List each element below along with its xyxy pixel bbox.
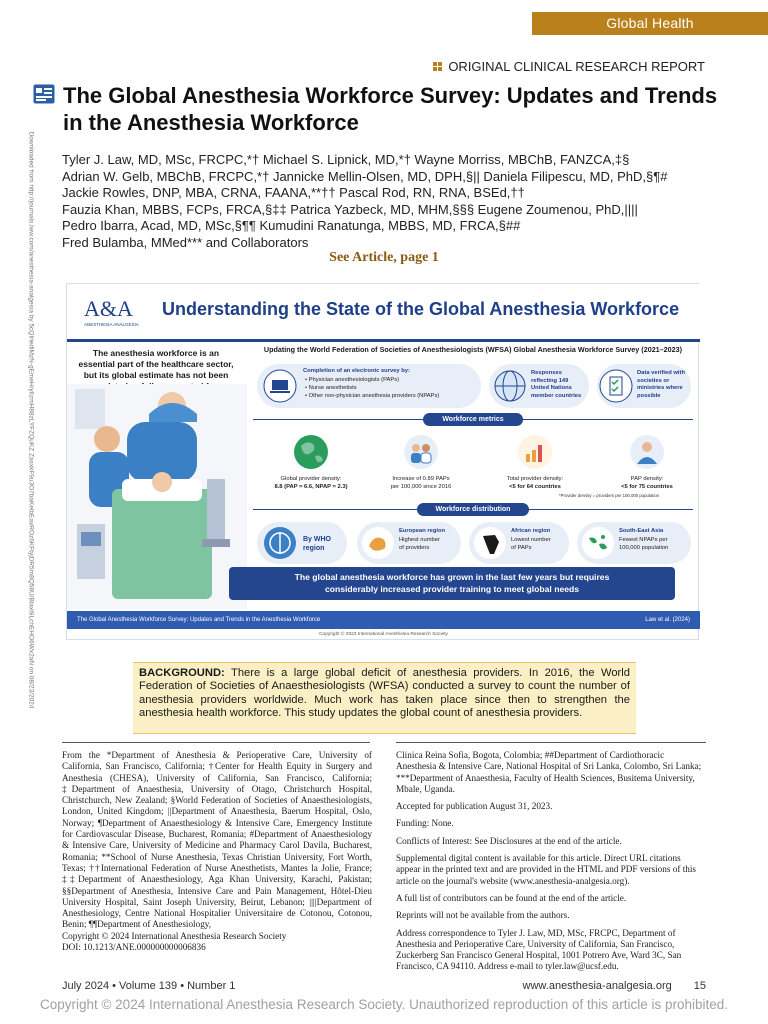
issue-info: July 2024 • Volume 139 • Number 1 <box>62 980 236 992</box>
update-title: Updating the World Federation of Societies of Anesthesiologists (WFSA) Global Anesthesia Workforce Survey (2021–2023) <box>263 345 683 354</box>
metric-label: Global provider density: <box>280 476 342 482</box>
region-name: African region <box>511 528 551 534</box>
metrics-label: Workforce metrics <box>423 413 523 426</box>
africa-map-icon <box>473 526 507 560</box>
author-list <box>62 152 742 251</box>
background-text: There is a large global deficit of anesthesia providers. In 2016, the World Federation of Societies of Anaesthesiologists (WFSA) conducted a survey to count the number of anesthesia providers worldwide. Much work has taken place since then to strengthen the anesthesia health workforce. This study updates the global count of anesthesia providers. <box>139 667 630 719</box>
metric-label: Increase of 0.89 PAPs <box>392 476 450 482</box>
svg-text:ANESTHESIA ANALGESIA: ANESTHESIA ANALGESIA <box>84 322 139 327</box>
survey-item: • Nurse anesthetists <box>305 385 357 391</box>
author-line: Fauzia Khan, MBBS, FCPs, FRCA,§‡‡ Patrica Yazbeck, MD, MHM,§§§ Eugene Zoumenou, PhD,|||| <box>62 201 638 217</box>
metric-value: 8.8 (PAP = 6.6, NPAP = 2.3) <box>274 484 348 490</box>
author-line: Adrian W. Gelb, MBChB, FRCPC,*† Jannicke Mellin-Olsen, MD, DPH,§|| Daniela Filipescu, MD, PhD,§¶# <box>62 168 668 184</box>
affiliations-left <box>62 750 372 953</box>
survey-heading: Completion of an electronic survey by: <box>303 368 410 374</box>
background-label: BACKGROUND: <box>139 667 225 679</box>
section-tag: Global Health <box>532 12 768 35</box>
distribution-label: Workforce distribution <box>417 503 529 516</box>
region-name: South-East Asia <box>619 528 664 534</box>
author-line: Jackie Rowles, DNP, MBA, CRNA, FAANA,**†† Pascal Rod, RN, RNA, BSEd,†† <box>62 185 525 200</box>
author-line: Fred Bulamba, MMed*** and Collaborators <box>62 234 309 250</box>
survey-item: • Other non-physician anesthesia providers (NPAPs) <box>305 393 440 399</box>
physician-icon <box>629 434 665 470</box>
globe-density-icon <box>293 434 329 470</box>
metric-value: per 100,000 since 2016 <box>390 484 452 490</box>
metric-label: PAP density: <box>630 476 664 482</box>
operating-room-illustration <box>67 384 247 609</box>
visual-abstract <box>66 283 699 640</box>
bottom-copyright: Copyright © 2024 International Anesthesia Research Society. Unauthorized reproduction of this article is prohibited. <box>39 997 729 1012</box>
download-notice: Downloaded from http://journals.lww.com/anesthesia-analgesia by 5cQIrledlMzN-gEmeH/ylIzmH88zLYFZQuKZ ZasxkF9u3O7baKelbEaxROz6KFtyjDR5m8Q58U/BlaxI9LchEHO6Wx2aN on 08/23/2024 <box>27 131 35 709</box>
affiliations-continued: Clinica Reina Sofia, Bogota, Colombia; ##Department of Cardiothoracic Anesthesia & Intensive Care, National Hospital of Sri Lanka, Colombo, Sri Lanka; ***Department of Anaesthesia, Faculty of Health Sciences, Busitema University, Mbale, Uganda. <box>396 750 702 794</box>
region-name: European region <box>399 528 446 534</box>
accepted-date: Accepted for publication August 31, 2023. <box>396 801 553 812</box>
metric-label: Total provider density: <box>506 476 564 482</box>
europe-map-icon <box>361 526 395 560</box>
footer-title: The Global Anesthesia Workforce Survey: Updates and Trends in the Anesthesia Workforce <box>77 617 321 623</box>
correspondence: Address correspondence to Tyler J. Law, MD, MSc, FRCPC, Department of Anesthesia and Perioperative Care, University of California, San Francisco, Zuckerberg San Francisco General Hospital, 1001 Potrero Ave, Ward 3C, San Francisco, CA 94110. Address e-mail to tyler.law@ucsf.edu. <box>396 927 682 972</box>
doi[interactable]: DOI: 10.1213/ANE.000000000006836 <box>62 942 206 953</box>
infographic-header <box>67 284 700 339</box>
contributors: A full list of contributors can be found at the end of the article. <box>396 892 627 903</box>
intro-statement: The anesthesia workforce is an essential part of the healthcare sector, but its global estimate has not been <box>78 348 234 380</box>
checklist-icon <box>599 369 633 403</box>
svg-text:A&A: A&A <box>84 296 133 321</box>
conflicts: Conflicts of Interest: See Disclosures at the end of the article. <box>396 835 622 846</box>
affiliations-text: From the *Department of Anesthesia & Perioperative Care, University of California, San Francisco, California; †Center for Health Equity in Surgery and Anesthesia (CHESA), University of California, San Francisco, California; ‡Department of Anaesthesia, University of Otago, Christchurch Hospital, Christchurch, New Zealand; §World Federation of Societies of Anaesthesiologists, London, United Kingdom; ||Department of Anaesthesia, Baerum Hospital, Oslo, Norway; ¶Department of Anaesthesiology & Intensive Care, Emergency Institute for Cardiovascular Disease, Bucharest, Romania; #Department of Anaesthesiology & Intensive Care, University of Medicine and Pharmacy Carol Davila, Bucharest, Romania; **School of Nurse Anesthesia, Texas Christian University, Fort Worth, Texas; ††International Federation of Nurse Anesthetists, Mantes la Jolie, France; ‡‡Department of Anaesthesiology, Aga Khan University, Karachi, Pakistan; §§Department of Anesthesia, Intensive Care and Pain Management, Hôtel-Dieu University Hospital, Saint Joseph University, Beirut, Lebanon; ||||Department of Anesthesiology, Centre National Hospitalier Universitaire de Cotonou, Cotonou, Benin; ¶¶Department of Anesthesiology, <box>62 750 372 930</box>
copyright-line: Copyright © 2024 International Anesthesia Research Society <box>62 930 287 941</box>
providers-icon <box>403 434 439 470</box>
affiliations-right <box>396 750 706 979</box>
verified-text: Data verified with societies or ministries where possible <box>637 370 685 399</box>
metric-value: <5 for 64 countries <box>509 484 561 490</box>
region-desc: Lowest number <box>511 537 551 543</box>
laptop-icon <box>263 369 297 403</box>
infographic-icon <box>33 84 55 104</box>
reprints: Reprints will not be available from the authors. <box>396 910 570 921</box>
bar-chart-icon <box>517 434 553 470</box>
left-divider <box>62 742 370 743</box>
metric-value: <5 for 75 countries <box>621 484 673 490</box>
infographic-footer <box>67 611 700 629</box>
journal-logo <box>81 290 139 334</box>
who-emblem-icon <box>263 526 297 560</box>
article-title: The Global Anesthesia Workforce Survey: Updates and Trends in the Anesthesia Workforce <box>63 83 718 135</box>
abstract-background <box>133 662 636 734</box>
responses-text: Responses reflecting 149 United Nations member countries <box>531 370 582 399</box>
who-region-label: By WHO region <box>303 536 331 552</box>
right-divider <box>396 742 706 743</box>
footer-citation: Law et al. (2024) <box>645 617 690 623</box>
funding: Funding: None. <box>396 818 454 829</box>
globe-icon <box>493 369 527 403</box>
region-desc: 100,000 population <box>619 545 669 551</box>
region-desc: Fewest NPAPs per <box>619 537 668 543</box>
report-type-label: ORIGINAL CLINICAL RESEARCH REPORT <box>448 59 705 74</box>
infographic-title: Understanding the State of the Global Anesthesia Workforce <box>162 299 680 319</box>
region-desc: of PAPs <box>511 545 532 551</box>
journal-website[interactable]: www.anesthesia-analgesia.org <box>522 980 672 992</box>
author-line: Tyler J. Law, MD, MSc, FRCPC,*† Michael S. Lipnick, MD,*† Wayne Morriss, MBChB, FANZCA,‡§ <box>62 152 630 167</box>
author-line: Pedro Ibarra, Acad, MD, MSc,§¶¶ Kumudini Ranatunga, MBBS, MD, FRCA,§## <box>62 218 521 233</box>
metrics-footnote: *Provider density = providers per 100,000 population <box>559 493 660 498</box>
supplemental: Supplemental digital content is available for this article. Direct URL citations appear in the printed text and are provided in the HTML and PDF versions of this article on the journal's website (www.anesthesia-analgesia.org). <box>396 853 696 886</box>
page-number: 15 <box>693 980 706 992</box>
region-desc: of providers <box>399 545 430 551</box>
title-row <box>33 82 733 136</box>
infographic-copyright: Copyright © 2023 International Anesthesia Research Society <box>319 632 448 637</box>
footer-right <box>523 980 706 992</box>
report-square-icon <box>433 62 442 71</box>
survey-item: • Physician anesthesiologists (PAPs) <box>305 377 400 383</box>
region-desc: Highest number <box>399 537 440 543</box>
conclusion-banner: The global anesthesia workforce has grown in the last few years but requires considerably increased provider training to meet global needs <box>229 567 675 600</box>
see-article-link[interactable]: See Article, page 1 <box>329 250 439 265</box>
report-type <box>433 59 705 74</box>
seasia-map-icon <box>581 526 615 560</box>
